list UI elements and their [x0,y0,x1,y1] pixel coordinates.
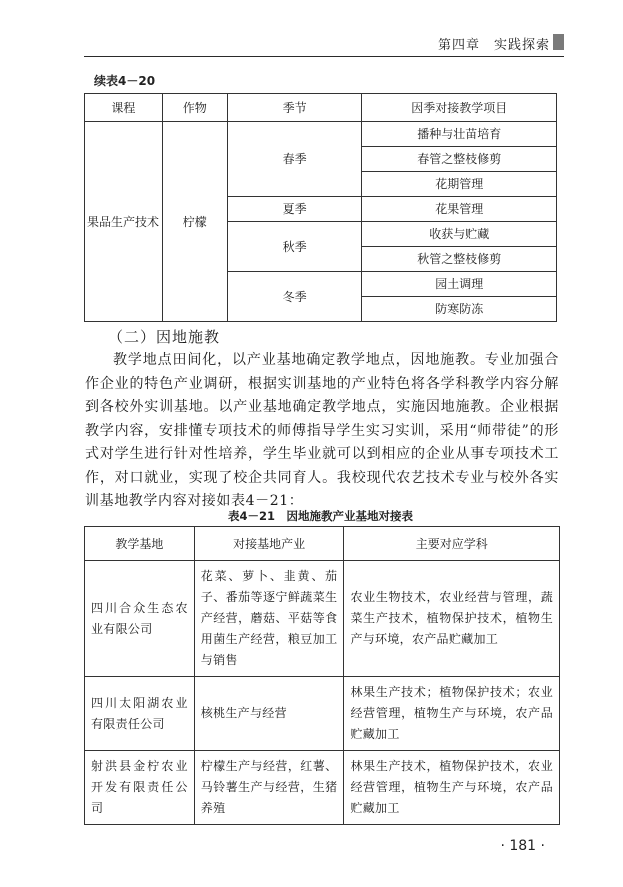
table-row [85,561,560,677]
project-cell: 播种与壮苗培育 [362,122,557,147]
industry-cell: 花菜、萝卜、韭黄、茄子、番茄等逐宁鲜蔬菜生产经营，蘑菇、平菇等食用菌生产经营，粮豆加工与销售 [194,561,344,677]
table-row [85,122,557,147]
column-header-project: 因季对接教学项目 [362,94,557,122]
header-decoration-block [553,34,564,50]
project-cell: 收获与贮藏 [362,222,557,247]
table-header-row [85,94,557,122]
column-header-subjects: 主要对应学科 [344,527,560,561]
chapter-title: 第四章 实践探索 [437,38,550,53]
column-header-industry: 对接基地产业 [194,527,344,561]
project-cell: 防寒防冻 [362,297,557,322]
column-header-season: 季节 [227,94,362,122]
body-paragraph: 教学地点田间化，以产业基地确定教学地点，因地施教。专业加强合作企业的特色产业调研，根据实训基地的产业特色将各学科教学内容分解到各校外实训基地。以产业基地确定教学地点，实施因地施教。企业根据教学内容，安排懂专项技术的师傅指导学生实习实训，采用“师带徒”的形式对学生进行针对性培养，学生毕业就可以到相应的企业从事专项技术工作，对口就业，实现了校企共同育人。我校现代农艺技术专业与校外各实训基地教学内容对接如表4－21： [85,352,559,509]
season-cell-spring: 春季 [227,122,362,197]
column-header-course: 课程 [85,94,163,122]
industry-cell: 核桃生产与经营 [194,677,344,751]
industry-cell: 柠檬生产与经营，红薯、马铃薯生产与经营，生猪养殖 [194,751,344,825]
table-row [85,677,560,751]
crop-cell: 柠檬 [162,122,227,322]
season-cell-autumn: 秋季 [227,222,362,272]
project-cell: 秋管之整枝修剪 [362,247,557,272]
project-cell: 园土调理 [362,272,557,297]
season-cell-winter: 冬季 [227,272,362,322]
base-cell: 射洪县金柠农业开发有限责任公司 [85,751,195,825]
season-cell-summer: 夏季 [227,197,362,222]
section-heading: （二）因地施教 [108,328,221,346]
base-cell: 四川太阳湖农业有限责任公司 [85,677,195,751]
subjects-cell: 林果生产技术，植物保护技术，农业经营管理，植物生产与环境，农产品贮藏加工 [344,751,560,825]
table-header-row [85,527,560,561]
table1-caption: 续表4－20 [94,74,156,88]
course-cell: 果品生产技术 [85,122,163,322]
project-cell: 春管之整枝修剪 [362,147,557,172]
table-row [85,751,560,825]
page-header [84,30,564,57]
table2-caption: 表4－21 因地施教产业基地对接表 [227,509,413,523]
subjects-cell: 林果生产技术；植物保护技术；农业经营管理，植物生产与环境，农产品贮藏加工 [344,677,560,751]
subjects-cell: 农业生物技术，农业经营与管理，蔬菜生产技术，植物保护技术，植物生产与环境，农产品贮藏加工 [344,561,560,677]
page-number: · 181 · [500,838,545,854]
base-industry-table [84,526,560,825]
project-cell: 花果管理 [362,197,557,222]
base-cell: 四川合众生态农业有限公司 [85,561,195,677]
seasonal-teaching-table [84,93,557,322]
column-header-crop: 作物 [162,94,227,122]
column-header-base: 教学基地 [85,527,195,561]
project-cell: 花期管理 [362,172,557,197]
